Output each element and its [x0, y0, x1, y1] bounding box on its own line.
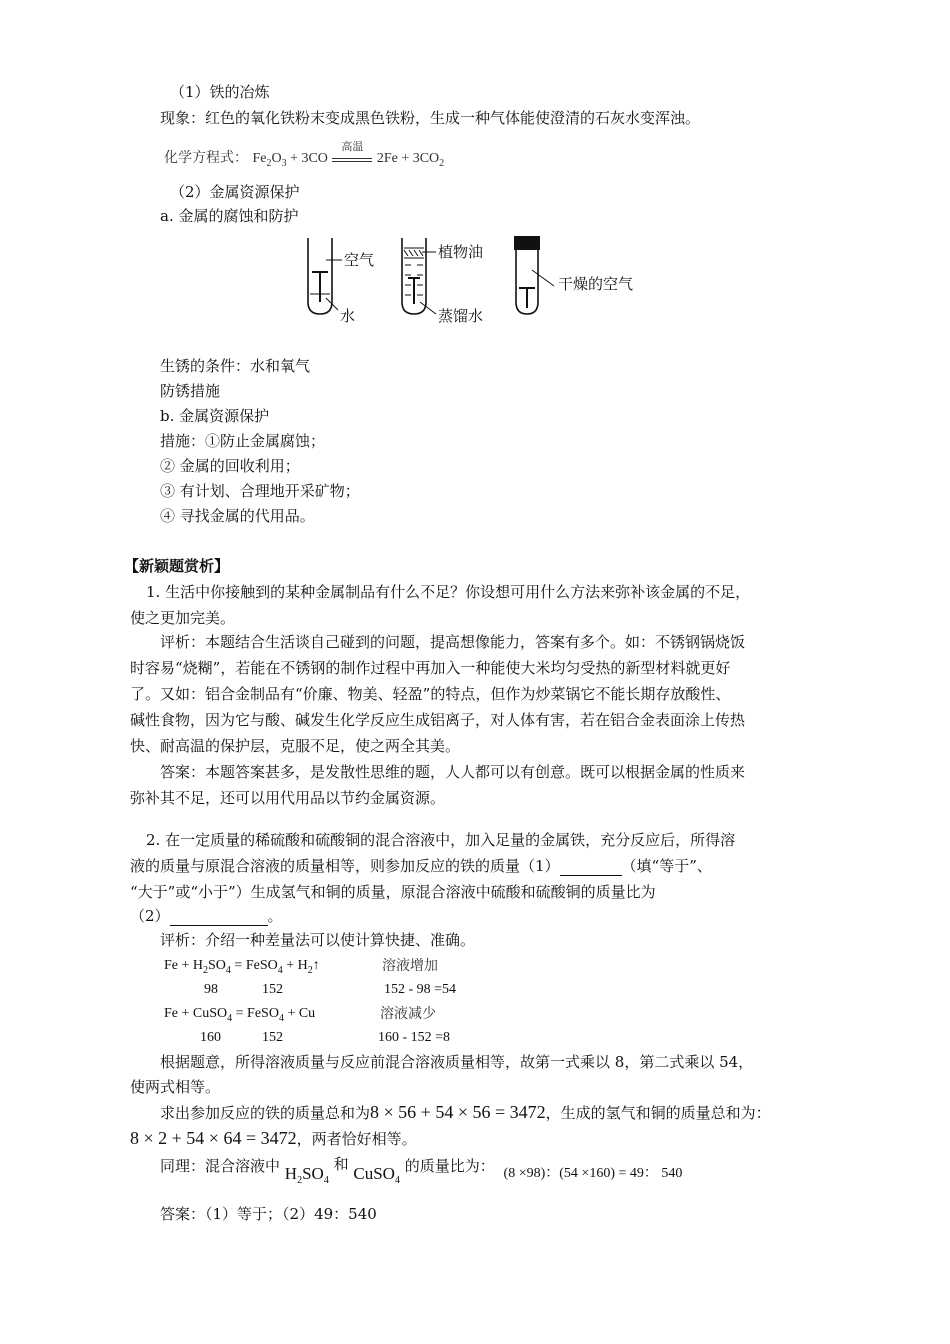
sub-heading-a: a. 金属的腐蚀和防护 [160, 207, 299, 225]
ratio-line: 同理：混合溶液中 $H_2SO_4$ 和 CuSO$_4$ 的质量比为： (8 ×98)：(54 ×160) = 49： 540 [160, 1155, 683, 1186]
equation-1-note: 溶液增加 [382, 958, 438, 974]
equation-lhs: $Fe_2O_3 + 3CO$ [252, 151, 328, 169]
q1-line1: 1. 生活中你接触到的某种金属制品有什么不足？你设想可用什么方法来弥补该金属的不足， [146, 583, 751, 601]
section-heading-protect: （2）金属资源保护 [170, 183, 300, 201]
calc-line-2: 8 × 2 + 54 × 64 = 3472，两者恰好相等。 [130, 1128, 417, 1148]
rust-condition: 生锈的条件：水和氧气 [160, 357, 311, 375]
equation-rhs: $2Fe + 3CO_2$ [376, 151, 445, 169]
q1-line2: 使之更加完美。 [130, 609, 236, 627]
q1-analysis-line: 快、耐高温的保护层，克服不足，使之两全其美。 [130, 737, 461, 755]
equation-1-difference: 152 - 98 =54 [384, 982, 457, 997]
equation-2: Fe + CuSO$_4$ = FeSO$_4$ + Cu [164, 1006, 316, 1024]
q2-answer: 答案：（1）等于；（2）49：540 [160, 1205, 377, 1223]
q2-line1: 2. 在一定质量的稀硫酸和硫酸铜的混合溶液中，加入足量的金属铁，充分反应后，所得溶 [146, 831, 736, 849]
reason-line-2: 使两式相等。 [130, 1078, 221, 1096]
q2-analysis-intro: 评析：介绍一种差量法可以使计算快捷、准确。 [160, 931, 476, 949]
chemical-equation [164, 140, 445, 170]
q1-answer-line: 答案：本题答案甚多，是发散性思维的题，人人都可以有创意。既可以根据金属的性质来 [160, 763, 746, 781]
q2-line4: （2） 。 [130, 907, 283, 925]
equation-label: 化学方程式： [164, 150, 248, 166]
equation-2-note: 溶液减少 [380, 1006, 436, 1022]
equation-1-mass-1: 98 [204, 982, 218, 997]
tube2-label-distilled-water: 蒸馏水 [438, 307, 484, 325]
test-tube-2 [402, 238, 436, 314]
answer-blank-2[interactable] [170, 909, 268, 926]
measure-2: ② 金属的回收利用； [160, 457, 300, 475]
equation-1-mass-2: 152 [262, 982, 283, 997]
calc-line-1: 求出参加反应的铁的质量总和为8 × 56 + 54 × 56 = 3472，生成的氢气和铜的质量总和为： [160, 1102, 771, 1122]
test-tube-1 [308, 238, 342, 314]
phenomenon-text: 现象：红色的氧化铁粉末变成黑色铁粉，生成一种气体能使澄清的石灰水变浑浊。 [160, 109, 701, 127]
test-tube-3 [514, 236, 554, 314]
ratio-expression: (8 ×98)：(54 ×160) = 49： 540 [503, 1166, 683, 1181]
sub-heading-b: b. 金属资源保护 [160, 407, 270, 425]
q1-analysis-line: 碱性食物，因为它与酸、碱发生化学反应生成铝离子，对人体有害，若在铝合金表面涂上传热 [130, 711, 746, 729]
formula-h2so4: $H_2SO_4$ [284, 1164, 329, 1186]
section-heading-new-questions: 【新颖题赏析】 [124, 557, 230, 575]
equation-2-mass-1: 160 [200, 1030, 221, 1045]
equation-2-difference: 160 - 152 =8 [378, 1030, 451, 1045]
q1-answer-line: 弥补其不足，还可以用代用品以节约金属资源。 [130, 789, 446, 807]
q1-analysis-line: 了。又如：铝合金制品有“价廉、物美、轻盈”的特点，但作为炒菜锅它不能长期存放酸性、 [130, 685, 731, 703]
tube1-label-water: 水 [340, 307, 356, 325]
reason-line-1: 根据题意，所得溶液质量与反应前混合溶液质量相等，故第一式乘以 8，第二式乘以 54， [160, 1053, 754, 1071]
q1-analysis-line: 评析：本题结合生活谈自己碰到的问题，提高想像能力，答案有多个。如：不锈钢锅烧饭 [160, 633, 746, 651]
tube1-label-air: 空气 [344, 251, 375, 269]
measure-1: 措施：①防止金属腐蚀； [160, 432, 326, 450]
tube2-label-oil: 植物油 [438, 243, 484, 261]
measure-4: ④ 寻找金属的代用品。 [160, 507, 315, 525]
reaction-condition: 高温 [332, 149, 372, 162]
tube3-label-dry-air: 干燥的空气 [558, 275, 634, 293]
equation-1: $Fe + H_2SO_4$ = FeSO$_4$ + $H_2↑$ [164, 958, 320, 976]
answer-blank-1[interactable] [560, 859, 622, 876]
q1-analysis-line: 时容易“烧糊”，若能在不锈钢的制作过程中再加入一种能使大米均匀受热的新型材料就更好 [130, 659, 731, 677]
section-heading-iron: （1）铁的冶炼 [170, 83, 270, 101]
q2-line3: “大于”或“小于”）生成氢气和铜的质量，原混合溶液中硫酸和硫酸铜的质量比为 [130, 883, 656, 901]
formula-cuso4: CuSO$_4$ [353, 1164, 400, 1186]
q2-line2: 液的质量与原混合溶液的质量相等，则参加反应的铁的质量（1） （填“等于”、 [130, 857, 712, 875]
rust-prevention: 防锈措施 [160, 382, 221, 400]
equation-2-mass-2: 152 [262, 1030, 283, 1045]
measure-3: ③ 有计划、合理地开采矿物； [160, 482, 360, 500]
